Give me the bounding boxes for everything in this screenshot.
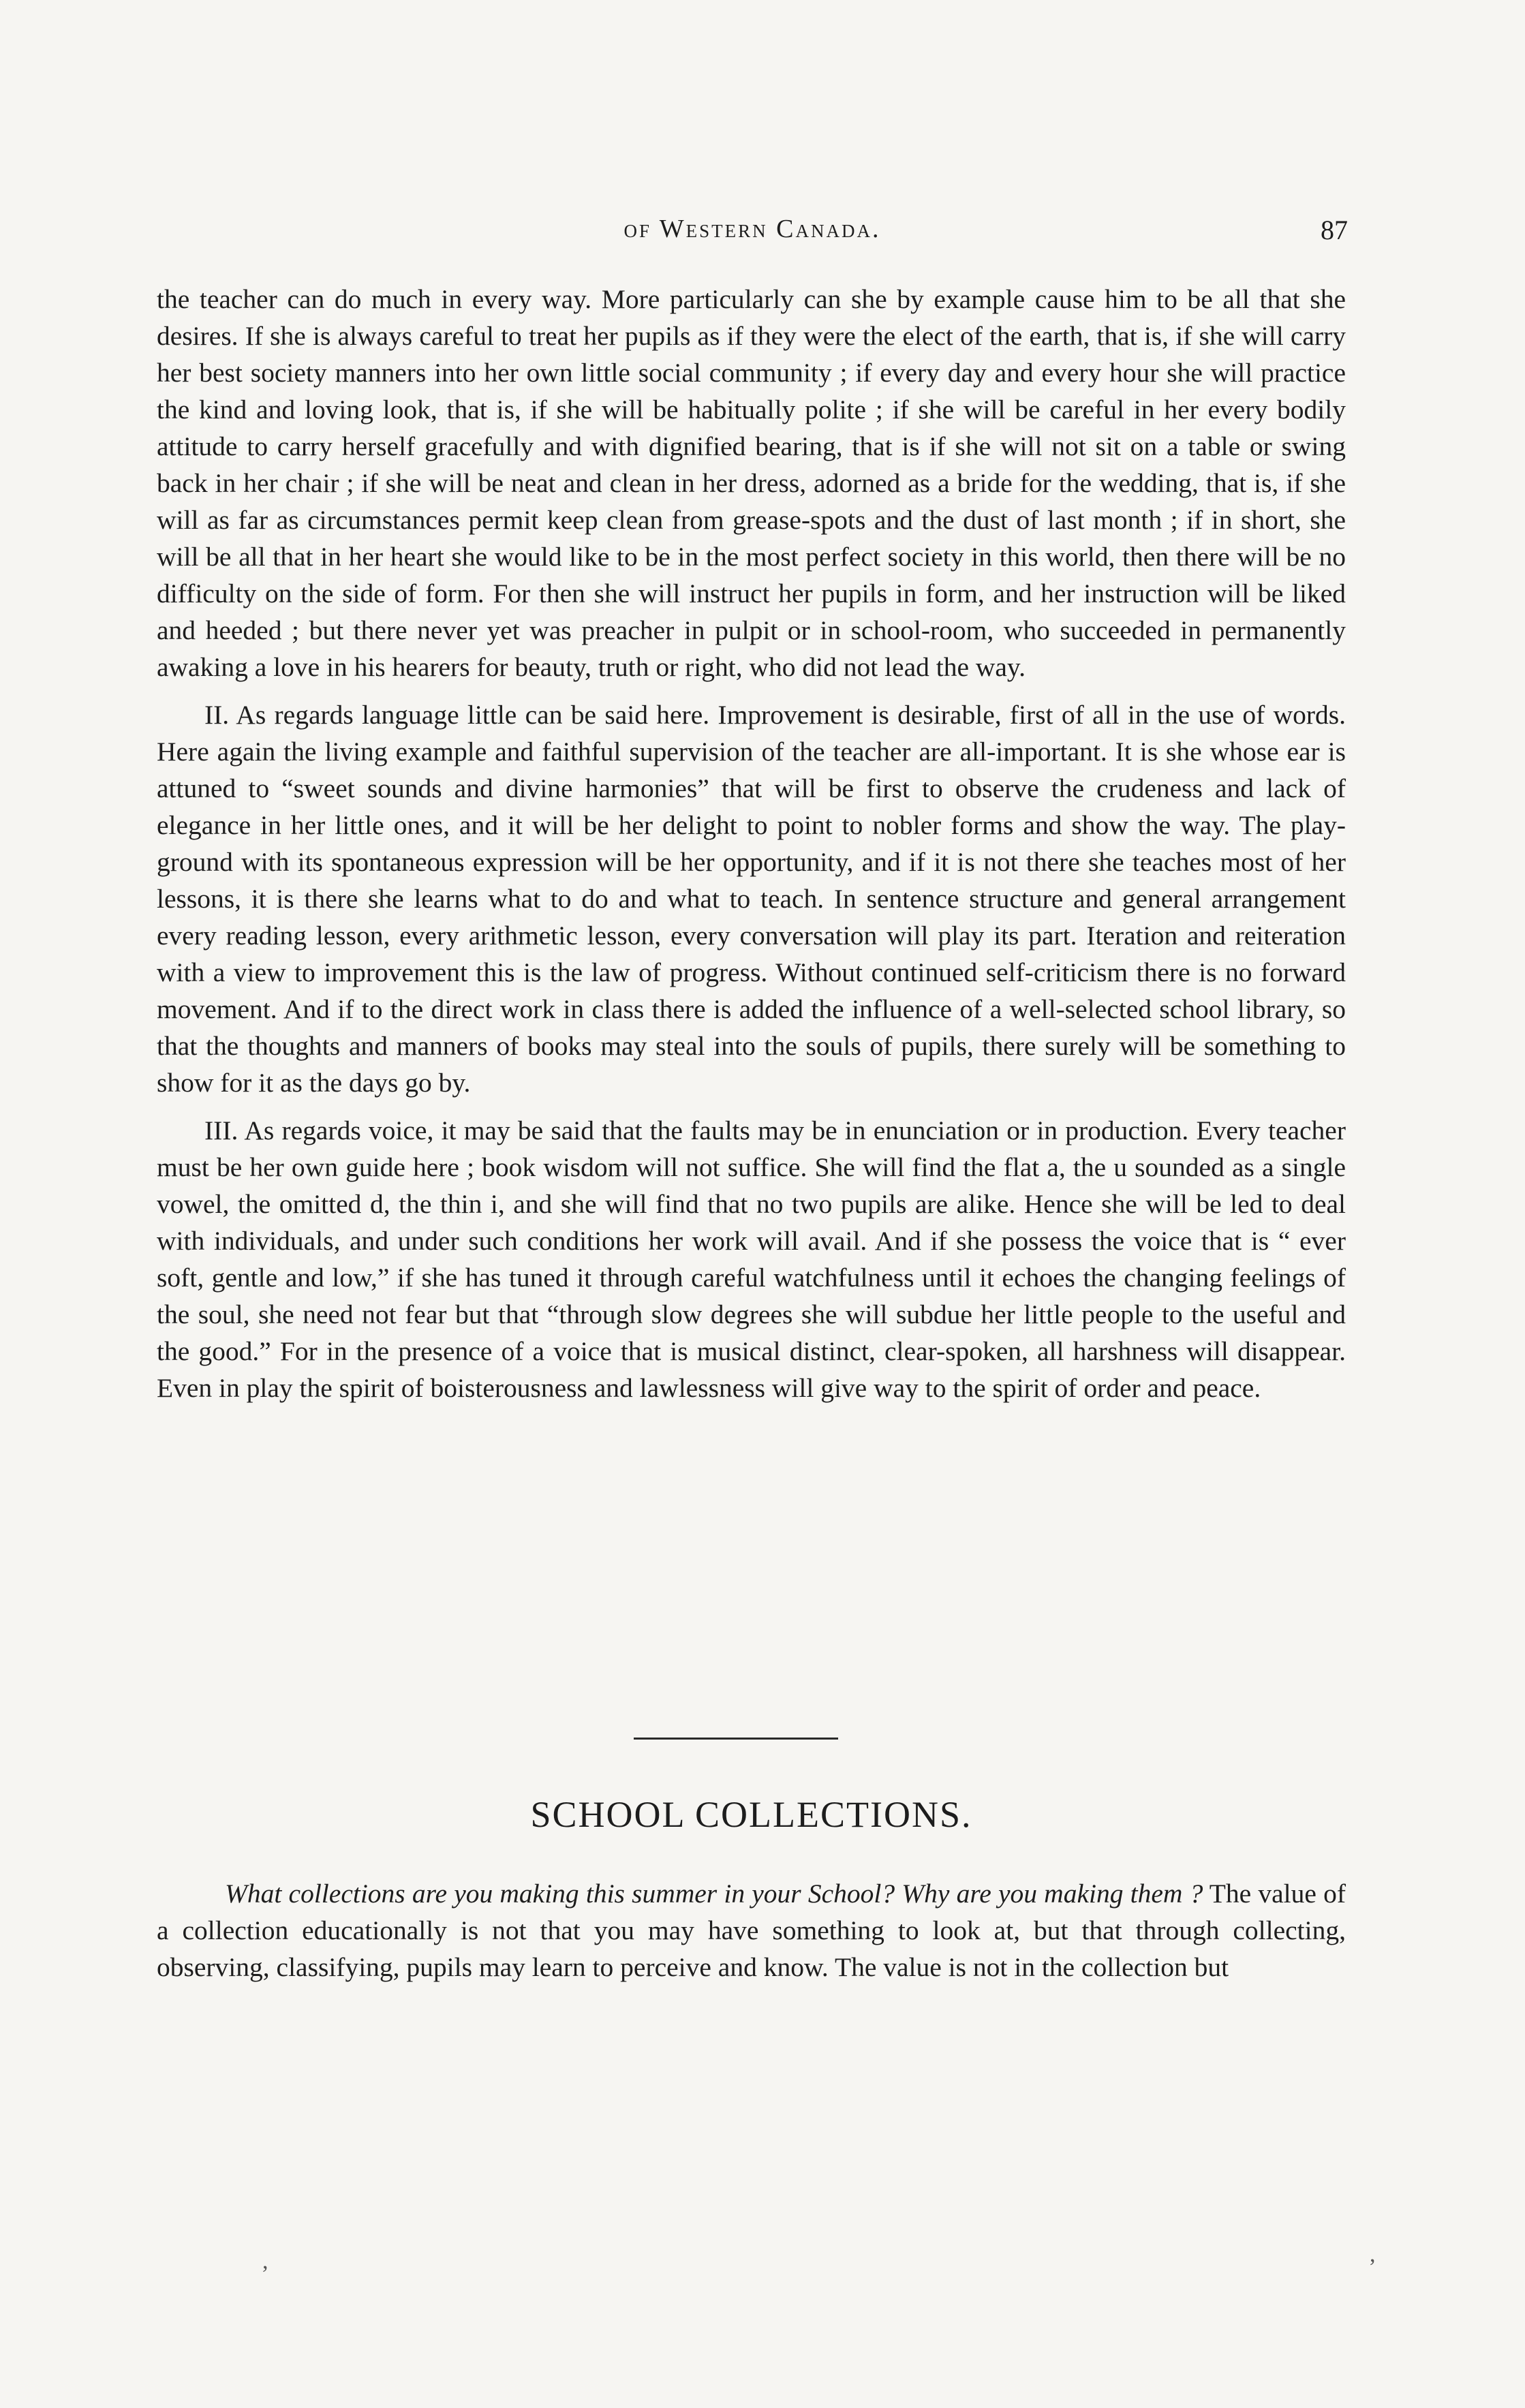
margin-mark-right: , [1370, 2242, 1376, 2267]
section-body: The value of a collection educationally is not that you may have something to look at, but that through collecting, observing, classifying, pupils may learn to perceive and know. The value is not in the collection but [157, 1879, 1346, 1982]
section-text [157, 1875, 1346, 1996]
margin-mark-left: , [262, 2249, 268, 2274]
page-number: 87 [1321, 215, 1348, 245]
paragraph-language: II. As regards language little can be said here. Improvement is desirable, first of all in the use of words. Here again the living example and faithful supervision of the teacher are all-important. It is she whose ear is attuned to “sweet sounds and divine harmonies” that will be first to observe the crudeness and lack of elegance in her little ones, and it will be her delight to point to nobler forms and show the way. The play-ground with its spontaneous expression will be her opportunity, and if it is not there she teaches most of her lessons, it is there she learns what to do and what to teach. In sentence structure and general arrangement every reading lesson, every arithmetic lesson, every conversation will play its part. Iteration and reiteration with a view to improvement this is the law of progress. Without continued self-criticism there is no forward movement. And if to the direct work in class there is added the influence of a well-selected school library, so that the thoughts and manners of books may steal into the souls of pupils, there surely will be something to show for it as the days go by. [157, 700, 1346, 1098]
section-title: SCHOOL COLLECTIONS. [530, 1794, 972, 1835]
paragraph-voice: III. As regards voice, it may be said that the faults may be in enunciation or in production. Every teacher must be her own guide here ; book wisdom will not suffice. She will find the flat a, the u sounded as a single vowel, the omitted d, the thin i, and she will find that no two pupils are alike. Hence she will be led to deal with individuals, and under such conditions her work will avail. And if she possess the voice that is “ ever soft, gentle and low,” if she has tuned it through careful watchfulness until it echoes the changing feelings of the soul, she need not fear but that “through slow degrees she will subdue her little people to the useful and the good.” For in the presence of a voice that is musical distinct, clear-spoken, all harshness will disappear. Even in play the spirit of boisterousness and lawlessness will give way to the spirit of order and peace. [157, 1115, 1346, 1403]
section-divider [634, 1738, 838, 1740]
paragraph-form: the teacher can do much in every way. More particularly can she by example cause him to be all that she desires. If she is always careful to treat her pupils as if they were the elect of the earth, that is, if she will carry her best society manners into her own little social community ; if every day and every hour she will practice the kind and loving look, that is, if she will be habitually polite ; if she will be careful in her every bodily attitude to carry herself gracefully and with dignified bearing, that is if she will not sit on a table or swing back in her chair ; if she will be neat and clean in her dress, adorned as a bride for the wedding, that is, if she will as far as circumstances permit keep clean from grease-spots and the dust of last month ; if in short, she will be all that in her heart she would like to be in the most perfect society in this world, then there will be no difficulty on the side of form. For then she will instruct her pupils in form, and her instruction will be liked and heeded ; but there never yet was preacher in pulpit or in school-room, who succeeded in permanently awaking a love in his hearers for beauty, truth or right, who did not lead the way. [157, 284, 1346, 682]
page-header [157, 214, 1348, 255]
main-text [157, 281, 1346, 1417]
section-paragraph [157, 1875, 1346, 1986]
section-question: What collections are you making this summer in your School? Why are you making them ? [225, 1879, 1203, 1909]
running-head: of Western Canada. [623, 215, 881, 243]
